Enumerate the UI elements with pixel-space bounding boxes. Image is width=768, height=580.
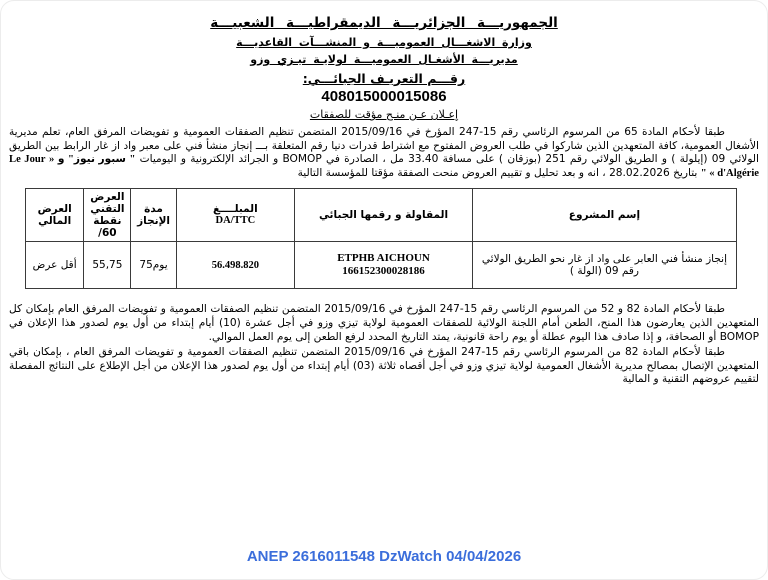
col-header-amount — [176, 189, 295, 242]
col-header-project — [472, 189, 736, 242]
award-table-header-row — [26, 189, 737, 242]
col-header-technical-line3: نقطة 60/ — [93, 215, 122, 240]
document-header — [7, 11, 761, 121]
footer-note: ANEP 2616011548 DzWatch 04/04/2026 — [246, 548, 522, 565]
republic-title: الجمهوريـــة الجزائريـــة الديمقراطيـــة الشعبيـــة — [210, 15, 558, 31]
paragraph-award-intro — [9, 126, 759, 180]
newspaper-names: " سبور نيوز" و « Le Jour d'Algérie » " — [9, 154, 759, 179]
col-header-technical — [84, 189, 131, 242]
col-header-duration-line2: الإنجاز — [137, 215, 170, 228]
cell-duration: يوم75 — [131, 242, 176, 289]
col-header-amount-label: المبلــــغ — [213, 203, 258, 216]
paragraph-appeal-rights: طبقا لأحكام المادة 82 و 52 من المرسوم الرئاسي رقم 15-247 المؤرخ في 2015/09/16 المتضمن تنظيم الصفقات العمومية و تفويضات المرفق العام بإمكان كل المتعهدين الذين يعارضون هذا المنح، الطعن أمام اللجنة الولائية للصفقات العمومية لولاية تيزي وزو في أجل عشرة (10) أيام إبتداء من أول يوم لصدور هذا الإعلان في BOMOP أو الصحافة، و إذا صادف هذا اليوم عطلة أو يوم راحة قانونية، يمتد التاريخ المحدد لرفع الطعن إلى يوم العمل الموالي. — [9, 303, 759, 343]
announcement-title: إعـلان عـن منـح مؤقت للصفقات — [309, 108, 459, 121]
col-header-duration-line1: مدة — [144, 203, 163, 216]
col-header-technical-line1: العرض — [90, 191, 125, 204]
cell-financial-offer: أقل عرض — [26, 242, 84, 289]
cell-technical-score: 55,75 — [84, 242, 131, 289]
award-table-data-row — [26, 242, 737, 289]
directorate-title: مديريـــة الأشغـال العموميـــة لولايـة تيـزي وزو — [250, 53, 518, 66]
col-header-project-label: إسم المشروع — [568, 209, 641, 222]
cell-contractor — [295, 242, 473, 289]
paragraph-award-intro-text: طبقا لأحكام المادة 65 من المرسوم الرئاسي رقم 15-247 المؤرخ في 2015/09/16 المتضمن تنظيم الصفقات العمومية و تفويضات المرفق العام، تعلم مديرية الأشغال العمومية، كافة المتعهدين الذين شاركوا في طلب العروض المفتوح مع اشتراط قدرات دنيا رقم المتعلقة بـــ إنجاز منشأ فني على معبر واد از غار الرابط بين الطريق الولائي 09 (إيلولة ) و الطريق الولائي رقم 251 (بوزقان ) على مسافة 33.40 مل ، الصادرة في BOMOP و الجرائد الإلكترونية و اليوميات — [9, 126, 759, 166]
contractor-tax-number: 166152300028186 — [342, 265, 425, 278]
cell-amount: 56.498.820 — [176, 242, 295, 289]
award-table — [25, 188, 737, 289]
contractor-name: ETPHB AICHOUN — [337, 252, 430, 265]
cell-project-name: إنجاز منشأ فني العابر على واد از غار نحو الطريق الولائي رقم 09 (الولة ) — [472, 242, 736, 289]
col-header-contractor — [295, 189, 473, 242]
ministry-title: وزارة الاشغـــال العموميـــة و المنشـــآت القاعديـــة — [236, 36, 532, 49]
tax-id-label: رقـــم التعريـف الجبائـــي: — [302, 71, 466, 86]
col-header-financial-line1: العرض — [37, 203, 72, 216]
col-header-duration — [131, 189, 176, 242]
paragraph-results-info: طبقا لأحكام المادة 82 من المرسوم الرئاسي رقم 15-247 المؤرخ في 2015/09/16 المتضمن تنظيم الصفقات العمومية و تفويضات المرفق العام ، بإمكان باقي المتعهدين الإتصال بمصالح مديرية الأشغال العمومية لولاية تيزي وزو في أجل أقصاه ثلاثة (03) أيام إبتداء من أول يوم لصدور هذا الإعلان من أجل الإطلاع على النتائج المفصلة لتقييم عروضهم التقنية و المالية — [9, 346, 759, 386]
col-header-technical-line2: التقني — [90, 203, 125, 216]
col-header-contractor-label: المقاولة و رقمها الجبائي — [318, 209, 449, 222]
col-header-amount-currency: DA/TTC — [215, 215, 256, 227]
paragraph-award-outro-text: بتاريخ 28.02.2026 ، انه و بعد تحليل و تقييم العروض منحت الصفقة مؤقتا للمؤسسة التالية — [297, 166, 701, 179]
tax-id-value: 408015000015086 — [321, 88, 447, 105]
col-header-financial-line2: المالي — [38, 215, 72, 228]
col-header-financial — [26, 189, 84, 242]
